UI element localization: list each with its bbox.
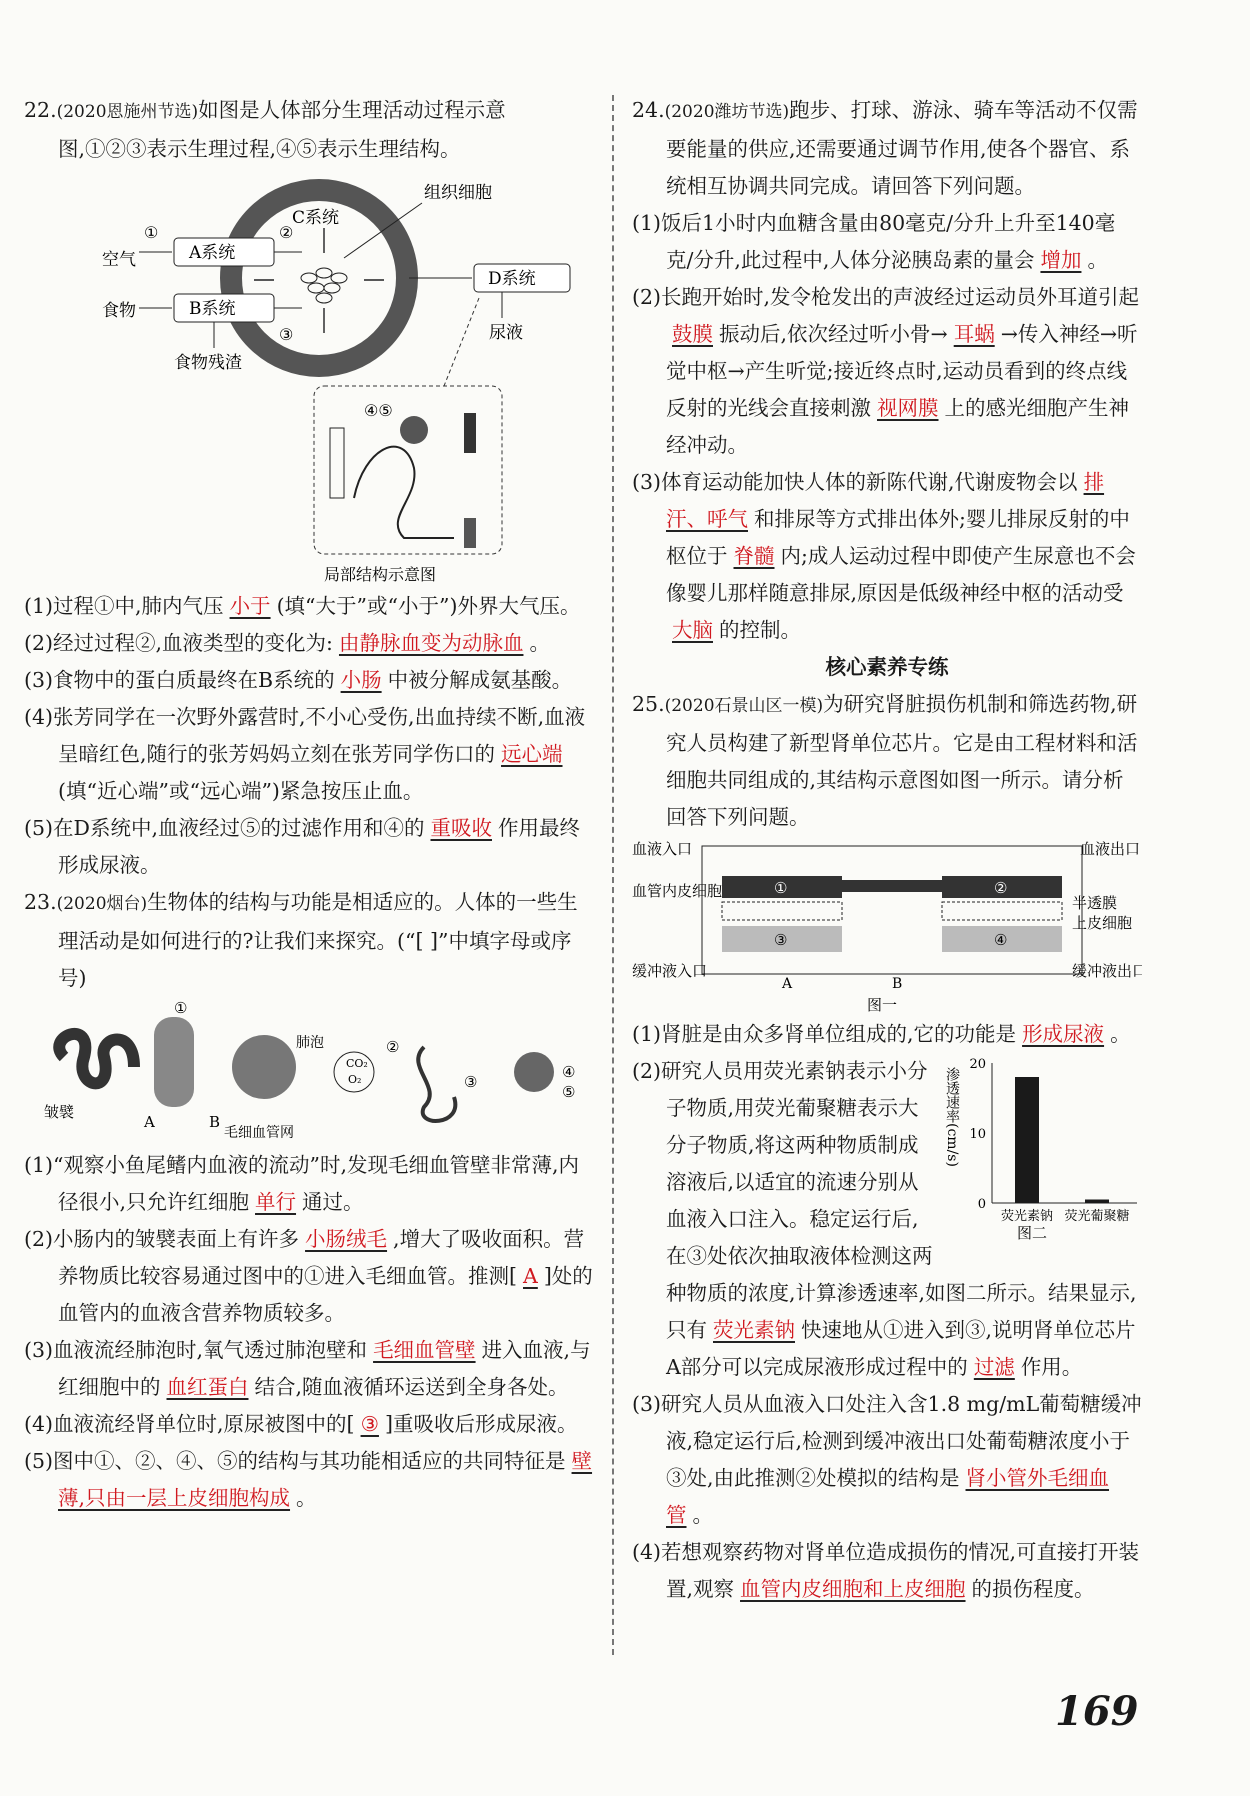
chart-title: 图二 bbox=[1016, 1224, 1048, 1242]
answer-q24-3b: 脊髓 bbox=[733, 544, 775, 568]
cell-cluster bbox=[301, 268, 347, 303]
q23-sub5: (5)图中①、②、④、⑤的结构与其功能相适应的共同特征是 壁薄,只由一层上皮细胞构成 。 bbox=[24, 1449, 593, 1510]
answer-q24-2c: 视网膜 bbox=[877, 396, 939, 420]
q23-sub1: (1)“观察小鱼尾鳍内血液的流动”时,发现毛细血管壁非常薄,内径很小,只允许红细胞 单行 通过。 bbox=[24, 1153, 580, 1214]
q25-sub3: (3)研究人员从血液入口处注入含1.8 mg/mL葡萄糖缓冲液,稳定运行后,检测到缓冲液出口处葡萄糖浓度小于③处,由此推测②处模拟的结构是 肾小管外毛细血管 。 bbox=[632, 1392, 1142, 1527]
q25-sub1: (1)肾脏是由众多肾单位组成的,它的功能是 形成尿液 。 bbox=[632, 1022, 1131, 1046]
question-22: 22.(2020恩施州节选)如图是人体部分生理活动过程示意图,①②③表示生理过程,④⑤表示生理结构。 C系统 组织细胞 A系统 空气 ① ② B系统 食物 ③ 食物残渣 D系统 尿液 ④⑤ 局部结构示意图 (1)过程①中,肺内气压 小于 (填“大于”或“小于”)外界大气压。 (2)经过过程②,血液类型的变化为: 由静脉血变为动脉血 。 (3)食物中的蛋白质最终在B系统的 小肠 中被分解成氨基酸。 (4)张芳同学在一次野外露营时,不小心受伤,出血持续不断,血液呈暗红色,随行的张芳妈妈立刻在张芳同学伤口的 远心端(填“近心端”或“远心端”)紧急按压止血。 (5)在D系统中,血液经过⑤的过滤作用和④的 重吸收 作用最终形成尿液。 bbox=[24, 92, 594, 884]
answer-q22-1: 小于 bbox=[229, 594, 271, 618]
q23-sub3: (3)血液流经肺泡时,氧气透过肺泡壁和 毛细血管壁 进入血液,与红细胞中的 血红蛋白 结合,随血液循环运送到全身各处。 bbox=[24, 1338, 591, 1399]
q23-figure bbox=[24, 997, 594, 1147]
answer-q24-1: 增加 bbox=[1040, 248, 1082, 272]
svg-text:④: ④ bbox=[562, 1063, 576, 1081]
chart-ytick-2: 20 bbox=[969, 1057, 986, 1072]
q22-sub5: (5)在D系统中,血液经过⑤的过滤作用和④的 重吸收 作用最终形成尿液。 bbox=[24, 816, 580, 877]
fold-label: 皱襞 bbox=[44, 1103, 75, 1121]
svg-text:①: ① bbox=[144, 223, 159, 242]
svg-text:上皮细胞: 上皮细胞 bbox=[1072, 914, 1133, 932]
capillary-net-label: 毛细血管网 bbox=[224, 1125, 294, 1141]
svg-text:⑤: ⑤ bbox=[562, 1083, 576, 1101]
svg-text:①: ① bbox=[174, 999, 188, 1017]
answer-q25-3: 肾小管外毛细血管 bbox=[666, 1466, 1110, 1527]
q23-diagram bbox=[24, 997, 594, 1147]
q24-sub3: (3)体育运动能加快人体的新陈代谢,代谢废物会以 排汗、呼气 和排尿等方式排出体外;婴儿排尿反射的中枢位于 脊髓 内;成人运动过程中即使产生尿意也不会像婴儿那样随意排尿,原因是低级神经中枢的活动受大脑 的控制。 bbox=[632, 470, 1136, 642]
alveoli-cluster bbox=[232, 1035, 296, 1099]
figure-1-caption: 图一 bbox=[867, 996, 898, 1014]
alveoli-label: 肺泡 bbox=[296, 1035, 324, 1051]
left-column bbox=[24, 92, 594, 1517]
section-title: 核心素养专练 bbox=[825, 655, 949, 679]
svg-text:B: B bbox=[892, 976, 903, 992]
a-system-label: A系统 bbox=[189, 243, 236, 263]
intestine-drawing bbox=[59, 1034, 134, 1083]
svg-text:②: ② bbox=[994, 879, 1008, 897]
villus-drawing bbox=[154, 1017, 194, 1107]
chart-bar-1 bbox=[1085, 1200, 1109, 1204]
chart-category-0: 荧光素钠 bbox=[1000, 1209, 1054, 1224]
answer-q23-5: 壁薄,只由一层上皮细胞构成 bbox=[58, 1449, 593, 1510]
inset-label-45: ④⑤ bbox=[364, 401, 393, 420]
answer-q25-4: 血管内皮细胞和上皮细胞 bbox=[740, 1577, 966, 1601]
svg-text:缓冲液出口: 缓冲液出口 bbox=[1072, 962, 1142, 980]
q22-sub4: (4)张芳同学在一次野外露营时,不小心受伤,出血持续不断,血液呈暗红色,随行的张芳妈妈立刻在张芳同学伤口的 远心端(填“近心端”或“远心端”)紧急按压止血。 bbox=[24, 705, 586, 803]
chart-ytick-1: 10 bbox=[969, 1127, 986, 1142]
chart-ylabel: 渗透速率(cm/s) bbox=[944, 1067, 960, 1167]
endothelial-label: 血管内皮细胞 bbox=[632, 882, 723, 900]
question-23: 23.(2020烟台)生物体的结构与功能是相适应的。人体的一些生理活动是如何进行的?让我们来探究。(“[ ]”中填字母或序号) 皱襞 ① A B 毛细血管网 肺泡 CO₂ O₂ ② ③ ④ ⑤ (1)“观察小鱼尾鳍内血液的流动”时,发现毛细血管壁非常薄,内径很小,只允许红细胞 单行 通过。 (2)小肠内的皱襞表面上有许多 小肠绒毛 ,增大了吸收面积。营养物质比较容易通过图中的①进入毛细血管。推测[ A ]处的血管内的血液含营养物质较多。 (3)血液流经肺泡时,氧气透过肺泡壁和 毛细血管壁 进入血液,与红细胞中的 血红蛋白 结合,随血液循环运送到全身各处。 (4)血液流经肾单位时,原尿被图中的[ ③ ]重吸收后形成尿液。 (5)图中①、②、④、⑤的结构与其功能相适应的共同特征是 壁薄,只由一层上皮细胞构成 。 bbox=[24, 884, 594, 1517]
svg-text:缓冲液入口: 缓冲液入口 bbox=[632, 962, 708, 980]
svg-text:②: ② bbox=[386, 1038, 400, 1056]
chart-ytick-0: 0 bbox=[977, 1197, 986, 1212]
answer-q22-5: 重吸收 bbox=[430, 816, 492, 840]
answer-q24-2a: 鼓膜 bbox=[672, 322, 713, 346]
q22-sub2: (2)经过过程②,血液类型的变化为: 由静脉血变为动脉血 。 bbox=[24, 631, 550, 655]
air-label: 空气 bbox=[102, 250, 136, 270]
q22-figure bbox=[24, 168, 594, 588]
answer-q23-2a: 小肠绒毛 bbox=[305, 1227, 388, 1251]
answer-q24-3c: 大脑 bbox=[672, 618, 713, 642]
q22-sub1: (1)过程①中,肺内气压 小于 (填“大于”或“小于”)外界大气压。 bbox=[24, 594, 581, 618]
kidney-chip-diagram bbox=[632, 836, 1142, 1016]
svg-text:血液出口: 血液出口 bbox=[1080, 840, 1141, 858]
right-column bbox=[632, 92, 1142, 1608]
answer-q24-3a: 排汗、呼气 bbox=[666, 470, 1105, 531]
answer-q25-2a: 荧光素钠 bbox=[713, 1318, 795, 1342]
svg-text:①: ① bbox=[774, 879, 788, 897]
answer-q25-1: 形成尿液 bbox=[1022, 1022, 1105, 1046]
answer-q23-4: ③ bbox=[360, 1412, 379, 1436]
answer-q22-3: 小肠 bbox=[340, 668, 382, 692]
answer-q22-2: 由静脉血变为动脉血 bbox=[338, 631, 524, 655]
chart-category-1: 荧光葡聚糖 bbox=[1064, 1209, 1130, 1224]
q24-sub2: (2)长跑开始时,发令枪发出的声波经过运动员外耳道引起鼓膜 振动后,依次经过听小骨→ 耳蜗 →传入神经→听觉中枢→产生听觉;接近终点时,运动员看到的终点线反射的光线会直接刺激 视网膜 上的感光细胞产生神经冲动。 bbox=[632, 285, 1140, 457]
q22-sub3: (3)食物中的蛋白质最终在B系统的 小肠 中被分解成氨基酸。 bbox=[24, 668, 573, 692]
answer-q23-3b: 血红蛋白 bbox=[166, 1375, 249, 1399]
q23-sub4: (4)血液流经肾单位时,原尿被图中的[ ③ ]重吸收后形成尿液。 bbox=[24, 1412, 578, 1436]
d-system-label: D系统 bbox=[488, 269, 536, 289]
nephron-tubule bbox=[418, 1047, 455, 1121]
svg-text:半透膜: 半透膜 bbox=[1072, 894, 1118, 912]
q22-diagram bbox=[24, 168, 594, 588]
svg-text:②: ② bbox=[279, 223, 294, 242]
answer-q24-2b: 耳蜗 bbox=[953, 322, 995, 346]
food-label: 食物 bbox=[102, 301, 136, 321]
svg-text:A: A bbox=[782, 976, 793, 992]
question-24: 24.(2020潍坊节选)跑步、打球、游泳、骑车等活动不仅需要能量的供应,还需要通过调节作用,使各个器官、系统相互协调共同完成。请回答下列问题。 (1)饭后1小时内血糖含量由80毫克/分升上升至140毫克/分升,此过程中,人体分泌胰岛素的量会 增加 。 (2)长跑开始时,发令枪发出的声波经过运动员外耳道引起鼓膜 振动后,依次经过听小骨→ 耳蜗 →传入神经→听觉中枢→产生听觉;接近终点时,运动员看到的终点线反射的光线会直接刺激 视网膜 上的感光细胞产生神经冲动。 (3)体育运动能加快人体的新陈代谢,代谢废物会以 排汗、呼气 和排尿等方式排出体外;婴儿排尿反射的中枢位于 脊髓 内;成人运动过程中即使产生尿意也不会像婴儿那样随意排尿,原因是低级神经中枢的活动受大脑 的控制。 bbox=[632, 92, 1142, 649]
permeability-bar-chart bbox=[942, 1053, 1142, 1243]
question-25: 25.(2020石景山区一模)为研究肾脏损伤机制和筛选药物,研究人员构建了新型肾单位芯片。它是由工程材料和活细胞共同组成的,其结构示意图如图一所示。请分析回答下列问题。 血液入口 血液出口 ① ② ③ ④ 血管内皮细胞 半透膜 上皮细胞 缓冲液入口 缓冲液出口 A B 图一 (1)肾脏是由众多肾单位组成的,它的功能是 形成尿液 。 渗透速率(cm/s) 图二 0 10 20 荧光素钠 荧光葡聚糖 (2)研究人员用荧光素钠表示小分子物质,用荧光葡聚糖表示大分子物质,将这两种物质制成溶液后,以适宜的流速分别从血液入口注入。稳定运行后,在③处依次抽取液体检测这两种物质的浓度,计算渗透速率,如图二所示。结果显示,只有 荧光素钠 快速地从①进入到③,说明肾单位芯片A部分可以完成尿液形成过程中的 过滤 作用。 (3)研究人员从血液入口处注入含1.8 mg/mL葡萄糖缓冲液,稳定运行后,检测到缓冲液出口处葡萄糖浓度小于③处,由此推测②处模拟的结构是 肾小管外毛细血管 。 (4)若想观察药物对肾单位造成损伤的情况,可直接打开装置,观察 血管内皮细胞和上皮细胞 的损伤程度。 bbox=[632, 686, 1142, 1608]
svg-text:④: ④ bbox=[994, 931, 1008, 949]
label-A: A bbox=[144, 1113, 155, 1131]
q25-figure-1 bbox=[632, 836, 1142, 1016]
answer-q23-3a: 毛细血管壁 bbox=[373, 1338, 476, 1362]
svg-text:③: ③ bbox=[279, 325, 294, 344]
svg-text:CO₂: CO₂ bbox=[346, 1057, 368, 1070]
residue-label: 食物残渣 bbox=[174, 353, 242, 373]
inset-caption: 局部结构示意图 bbox=[324, 565, 437, 584]
svg-text:③: ③ bbox=[464, 1073, 478, 1091]
q25-sub4: (4)若想观察药物对肾单位造成损伤的情况,可直接打开装置,观察 血管内皮细胞和上皮细胞 的损伤程度。 bbox=[632, 1540, 1140, 1601]
tissue-cells-label: 组织细胞 bbox=[424, 183, 492, 203]
column-divider bbox=[612, 95, 614, 1655]
q25-sub2: 渗透速率(cm/s) 图二 0 10 20 荧光素钠 荧光葡聚糖 (2)研究人员用荧光素钠表示小分子物质,用荧光葡聚糖表示大分子物质,将这两种物质制成溶液后,以适宜的流速分别从血液入口注入。稳定运行后,在③处依次抽取液体检测这两种物质的浓度,计算渗透速率,如图二所示。结果显示,只有 荧光素钠 快速地从①进入到③,说明肾单位芯片A部分可以完成尿液形成过程中的 过滤 作用。 bbox=[632, 1053, 1142, 1386]
answer-q23-1: 单行 bbox=[255, 1190, 297, 1214]
svg-text:O₂: O₂ bbox=[348, 1073, 362, 1086]
q24-sub1: (1)饭后1小时内血糖含量由80毫克/分升上升至140毫克/分升,此过程中,人体分泌胰岛素的量会 增加 。 bbox=[632, 211, 1116, 272]
svg-text:③: ③ bbox=[774, 931, 788, 949]
c-system-label: C系统 bbox=[292, 208, 340, 228]
b-system-label: B系统 bbox=[189, 299, 236, 319]
q23-sub2: (2)小肠内的皱襞表面上有许多 小肠绒毛 ,增大了吸收面积。营养物质比较容易通过图中的①进入毛细血管。推测[ A ]处的血管内的血液含营养物质较多。 bbox=[24, 1227, 593, 1325]
answer-q22-4: 远心端 bbox=[501, 742, 563, 766]
chart-bar-0 bbox=[1015, 1077, 1039, 1203]
svg-text:血液入口: 血液入口 bbox=[632, 840, 693, 858]
glomerulus bbox=[514, 1052, 554, 1092]
urine-label: 尿液 bbox=[489, 323, 523, 343]
page-number: 169 bbox=[1055, 1688, 1139, 1735]
answer-q23-2b: A bbox=[523, 1264, 538, 1288]
answer-q25-2b: 过滤 bbox=[973, 1355, 1015, 1379]
label-B: B bbox=[209, 1113, 221, 1131]
